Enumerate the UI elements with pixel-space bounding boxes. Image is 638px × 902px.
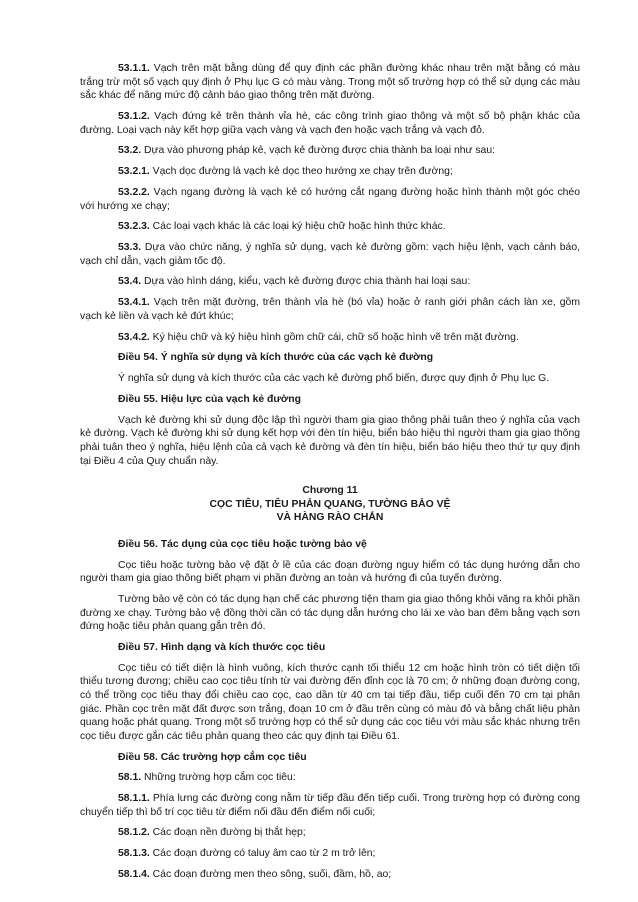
clause-text: Vạch dọc đường là vạch kẻ dọc theo hướng xe chạy trên đường; (149, 166, 453, 178)
clause-number: 53.2.3. (118, 221, 150, 233)
clause-number: 53.4.1. (118, 297, 150, 309)
chapter-number: Chương 11 (302, 485, 358, 497)
clause-58-1-1 (80, 792, 580, 819)
clause-text: Các loại vạch khác là các loại ký hiệu chữ hoặc hình thức khác. (149, 221, 446, 233)
article-55-body: Vạch kẻ đường khi sử dụng độc lập thì người tham gia giao thông phải tuân theo ý nghĩa của vạch kẻ đường. Vạch kẻ đường khi sử dụng kết hợp với đèn tín hiệu, biển báo hiệu thì người tham gia giao thông phải tuân theo ý nghĩa, hiệu lệnh của cả vạch kẻ đường và đèn tín hiệu, biển báo hiệu theo thứ tự quy định tại Điều 4 của Quy chuẩn này. (80, 414, 580, 467)
article-57-body: Cọc tiêu có tiết diện là hình vuông, kích thước cạnh tối thiểu 12 cm hoặc hình tròn có tiết diện tối thiểu tương đương; chiều cao cọc tiêu tính từ vai đường đến đỉnh cọc là 70 cm; ở những đoạn đường cong, có thể trồng cọc tiêu thay đổi chiều cao cọc, cao dần từ 40 cm tại tiếp đầu, tiếp cuối đến 70 cm tại phân giác. Phần cọc trên mặt đất được sơn trắng, đoạn 10 cm ở đầu trên cùng có màu đỏ và bằng chất liệu phản quang hoặc phát quang. Trong một số trường hợp có thể sử dụng các cọc tiêu với màu sắc khác nhưng trên cọc tiêu được gắn các tiêu phản quang theo các quy định tại Điều 61. (80, 662, 580, 742)
clause-number: 58.1.1. (118, 793, 150, 805)
clause-text: Các đoạn đường men theo sông, suối, đầm, hồ, ao; (149, 869, 392, 881)
clause-text: Dựa vào phương pháp kẻ, vạch kẻ đường được chia thành ba loại như sau: (141, 145, 496, 157)
clause-text: Vạch trên mặt đường, trên thành vỉa hè (bó vỉa) hoặc ở ranh giới phân cách làn xe, gồm vạch kẻ liền và vạch kẻ đứt khúc; (80, 297, 580, 322)
clause-number: 53.2.1. (118, 166, 150, 178)
clause-text: Dựa vào chức năng, ý nghĩa sử dụng, vạch kẻ đường gồm: vạch hiệu lệnh, vạch cảnh báo, vạch chỉ dẫn, vạch giảm tốc độ. (80, 242, 580, 267)
clause-53-1-1 (80, 62, 580, 103)
clause-number: 58.1. (118, 772, 142, 784)
clause-text: Phía lưng các đường cong nằm từ tiếp đầu đến tiếp cuối. Trong trường hợp có đường cong chuyển tiếp thì bố trí cọc tiêu từ điểm nối đầu đến điểm nối cuối; (80, 793, 580, 818)
clause-53-2-3 (80, 220, 580, 234)
article-58-heading: Điều 58. Các trường hợp cắm cọc tiêu (118, 751, 307, 763)
clause-text: Vạch ngang đường là vạch kẻ có hướng cắt ngang đường hoặc hình thành một góc chéo với hướng xe chạy; (80, 186, 580, 212)
article-54-body: Ý nghĩa sử dụng và kích thước của các vạch kẻ đường phố biến, được quy định ở Phụ lục G. (118, 373, 550, 385)
clause-number: 53.3. (118, 242, 142, 254)
clause-number: 53.2.2. (118, 186, 150, 198)
clause-58-1-4 (80, 868, 580, 882)
article-56-body2: Tường bảo vệ còn có tác dụng hạn chế các phương tiện tham gia giao thông khỏi văng ra khỏi phần đường xe chạy. Tường bảo vệ đồng thời cần có tác dụng dẫn hướng cho lái xe vào ban đêm bằng vạch sơn đứng hoặc tiêu phản quang gắn trên đó. (80, 594, 580, 633)
clause-text: Những trường hợp cắm cọc tiêu: (141, 772, 296, 784)
chapter-title (80, 484, 580, 525)
clause-number: 53.4. (118, 276, 142, 288)
clause-number: 58.1.3. (118, 848, 150, 860)
clause-text: Các đoạn nền đường bị thắt hẹp; (149, 827, 306, 839)
clause-text: Vạch đứng kẻ trên thành vỉa hè, các công trình giao thông và một số bộ phận khác của đường. Loại vạch này kết hợp giữa vạch vàng và vạch đen hoặc vạch trắng và vạch đỏ. (80, 110, 580, 136)
clause-53-1-2 (80, 110, 580, 137)
clause-53-4 (80, 275, 580, 289)
clause-58-1-3 (80, 847, 580, 861)
chapter-title-line1: CỌC TIÊU, TIÊU PHẢN QUANG, TƯỜNG BẢO VỆ (209, 498, 451, 510)
article-54-heading: Điều 54. Ý nghĩa sử dụng và kích thước của các vạch kẻ đường (118, 352, 434, 364)
article-56-body1: Cọc tiêu hoặc tường bảo vệ đặt ở lề của các đoạn đường nguy hiểm có tác dụng hướng dẫn cho người tham gia giao thông biết phạm vi phần đường an toàn và hướng đi của tuyến đường. (80, 559, 580, 585)
clause-text: Các đoạn đường có taluy âm cao từ 2 m trở lên; (149, 848, 376, 860)
clause-53-2-1 (80, 165, 580, 179)
clause-number: 58.1.2. (118, 827, 150, 839)
clause-number: 53.4.2. (118, 331, 150, 343)
clause-58-1-2 (80, 826, 580, 840)
clause-53-2 (80, 144, 580, 158)
article-55-heading: Điều 55. Hiệu lực của vạch kẻ đường (118, 393, 301, 405)
article-57-heading: Điều 57. Hình dạng và kích thước cọc tiêu (118, 642, 326, 653)
clause-text: Dựa vào hình dáng, kiểu, vạch kẻ đường được chia thành hai loại sau: (141, 276, 471, 288)
article-56-heading: Điều 56. Tác dụng của cọc tiêu hoặc tường bảo vệ (118, 538, 367, 550)
clause-number: 53.1.2. (118, 110, 150, 122)
clause-53-4-1 (80, 296, 580, 323)
clause-53-4-2 (80, 331, 580, 345)
clause-number: 58.1.4. (118, 869, 150, 881)
clause-number: 53.2. (118, 145, 142, 157)
clause-53-2-2 (80, 186, 580, 213)
clause-58-1 (80, 771, 580, 785)
clause-53-3 (80, 241, 580, 268)
clause-text: Ký hiệu chữ và ký hiệu hình gồm chữ cái, chữ số hoặc hình vẽ trên mặt đường. (149, 331, 519, 343)
clause-number: 53.1.1. (118, 63, 150, 74)
clause-text: Vạch trên mặt bằng dùng để quy định các phần đường khác nhau trên mặt bằng có màu trắng trừ một số vạch quy định ở Phụ lục G có màu vàng. Trong một số trường hợp có thể sử dụng các màu sắc khác để nâng mức độ cảnh báo giao thông trên mặt đường. (80, 63, 580, 102)
chapter-title-line2: VÀ HÀNG RÀO CHẮN (276, 512, 384, 524)
